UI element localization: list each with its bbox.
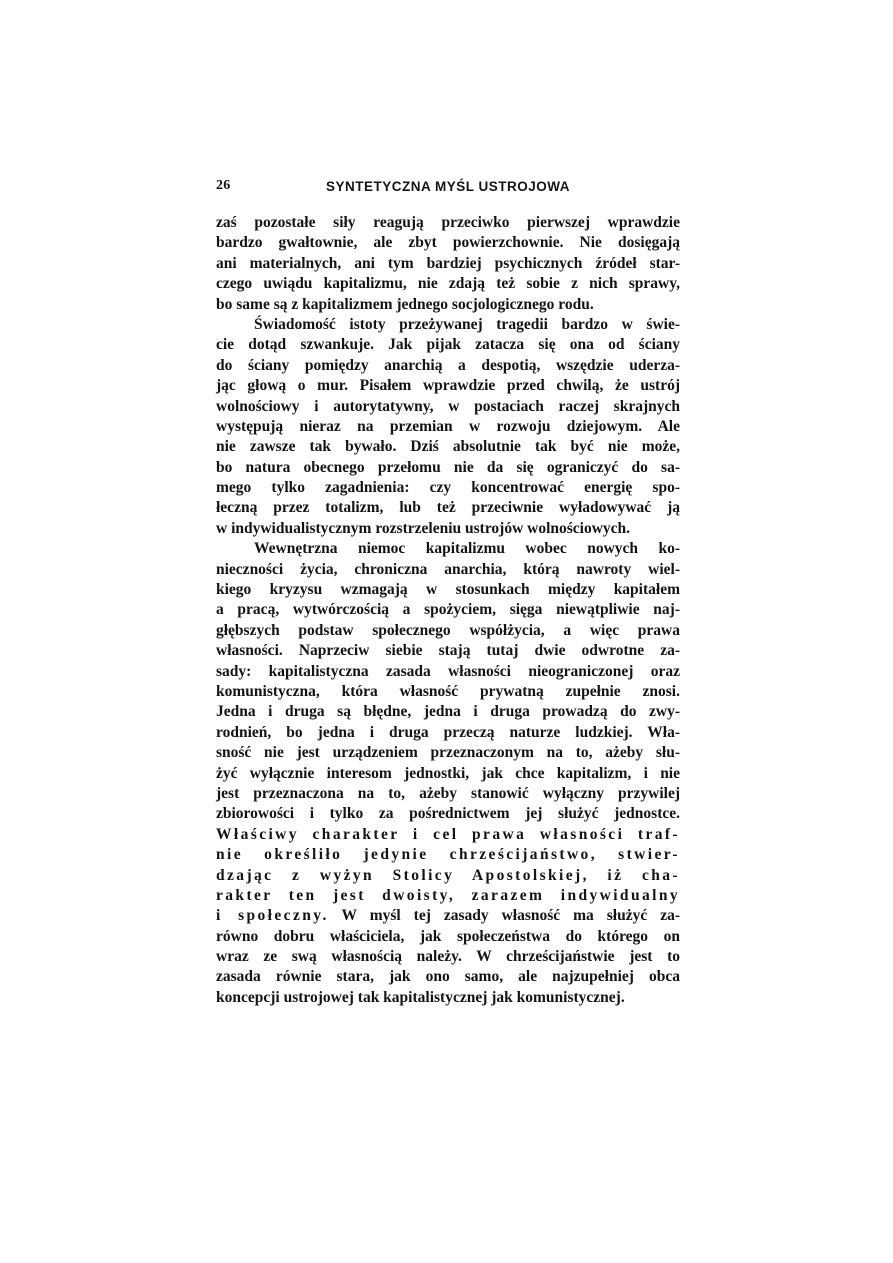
text-line: cie dotąd szwankuje. Jak pijak zatacza się ona od ściany (216, 336, 680, 354)
text-line: Świadomość istoty przeżywanej tragedii bardzo w świe- (254, 315, 680, 333)
text-line: bo natura obecnego przełomu nie da się ograniczyć do sa- (216, 458, 680, 476)
text-line: żyć wyłącznie interesom jednostki, jak chce kapitalizm, i nie (216, 764, 680, 782)
text-line: głębszych podstaw społecznego współżycia, a więc prawa (216, 621, 680, 639)
running-title: SYNTETYCZNA MYŚL USTROJOWA (325, 179, 571, 194)
text-line: Jedna i druga są błędne, jedna i druga prowadzą do zwy- (216, 703, 680, 721)
text-line: mego tylko zagadnienia: czy koncentrować energię spo- (216, 479, 680, 497)
body-text (216, 213, 680, 1008)
text-line: jest przeznaczona na to, ażeby stanowić wyłączny przywilej (216, 784, 680, 802)
text-line: jąc głową o mur. Pisałem wprawdzie przed chwilą, że ustrój (216, 377, 680, 395)
text-line (216, 906, 680, 926)
text-line: rodnień, bo jedna i druga przeczą naturze ludzkiej. Wła- (216, 723, 680, 741)
text-line: ani materialnych, ani tym bardziej psychicznych źródeł star- (216, 254, 680, 272)
text-line: czego uwiądu kapitalizmu, nie zdają też sobie z nich sprawy, (216, 275, 680, 293)
text-line: występują nieraz na przemian w rozwoju dziejowym. Ale (216, 417, 680, 435)
text-line: wolnościowy i autorytatywny, w postaciach raczej skrajnych (216, 397, 680, 415)
text-line: Wewnętrzna niemoc kapitalizmu wobec nowych ko- (254, 540, 680, 558)
text-line-spaced: dzając z wyżyn Stolicy Apostolskiej, iż cha- (216, 866, 680, 884)
text-line: równo dobru właściciela, jak społeczeństwa do którego on (216, 927, 680, 945)
text-line: bo same są z kapitalizmem jednego socjologicznego rodu. (216, 295, 594, 313)
text-line: a pracą, wytwórczością a spożyciem, sięga niewątpliwie naj- (216, 601, 680, 619)
text-line-spaced: nie określiło jedynie chrześcijaństwo, stwier- (216, 846, 680, 864)
text-line: własności. Naprzeciw siebie stają tutaj dwie odwrotne za- (216, 642, 680, 660)
spaced-emphasis: i społeczny. (216, 907, 329, 925)
text-line: sność nie jest urządzeniem przeznaczonym na to, ażeby słu- (216, 744, 680, 762)
text-line: do ściany pomiędzy anarchią a despotią, wszędzie uderza- (216, 356, 680, 374)
text-line: wraz ze swą własnością należy. W chrześcijaństwie jest to (216, 948, 680, 966)
text-line: koncepcji ustrojowej tak kapitalistycznej jak komunistycznej. (216, 988, 625, 1006)
line-remainder: W myśl tej zasady własność ma służyć za- (328, 907, 680, 925)
text-line: w indywidualistycznym rozstrzeleniu ustrojów wolnościowych. (216, 519, 631, 537)
text-line: zaś pozostałe siły reagują przeciwko pierwszej wprawdzie (216, 214, 680, 231)
text-line: sady: kapitalistyczna zasada własności nieograniczonej oraz (216, 662, 680, 680)
text-line: bardzo gwałtownie, ale zbyt powierzchownie. Nie dosięgają (216, 234, 680, 252)
running-head (216, 178, 680, 198)
text-line: kiego kryzysu wzmagają w stosunkach między kapitałem (216, 581, 680, 599)
text-line: zbiorowości i tylko za pośrednictwem jej służyć jednostce. (216, 805, 680, 823)
text-line: nieczności życia, chroniczna anarchia, którą nawroty wiel- (216, 560, 680, 578)
text-line: nie zawsze tak bywało. Dziś absolutnie tak być nie może, (216, 438, 680, 456)
page-number: 26 (216, 178, 231, 193)
text-line: zasada równie stara, jak ono samo, ale najzupełniej obca (216, 968, 680, 986)
text-line-spaced: rakter ten jest dwoisty, zarazem indywidualny (216, 886, 680, 904)
text-line-spaced: Właściwy charakter i cel prawa własności traf- (216, 825, 680, 843)
text-line: komunistyczna, która własność prywatną zupełnie znosi. (216, 682, 680, 700)
text-line: łeczną przez totalizm, lub też przeciwnie wyładowywać ją (216, 499, 680, 517)
